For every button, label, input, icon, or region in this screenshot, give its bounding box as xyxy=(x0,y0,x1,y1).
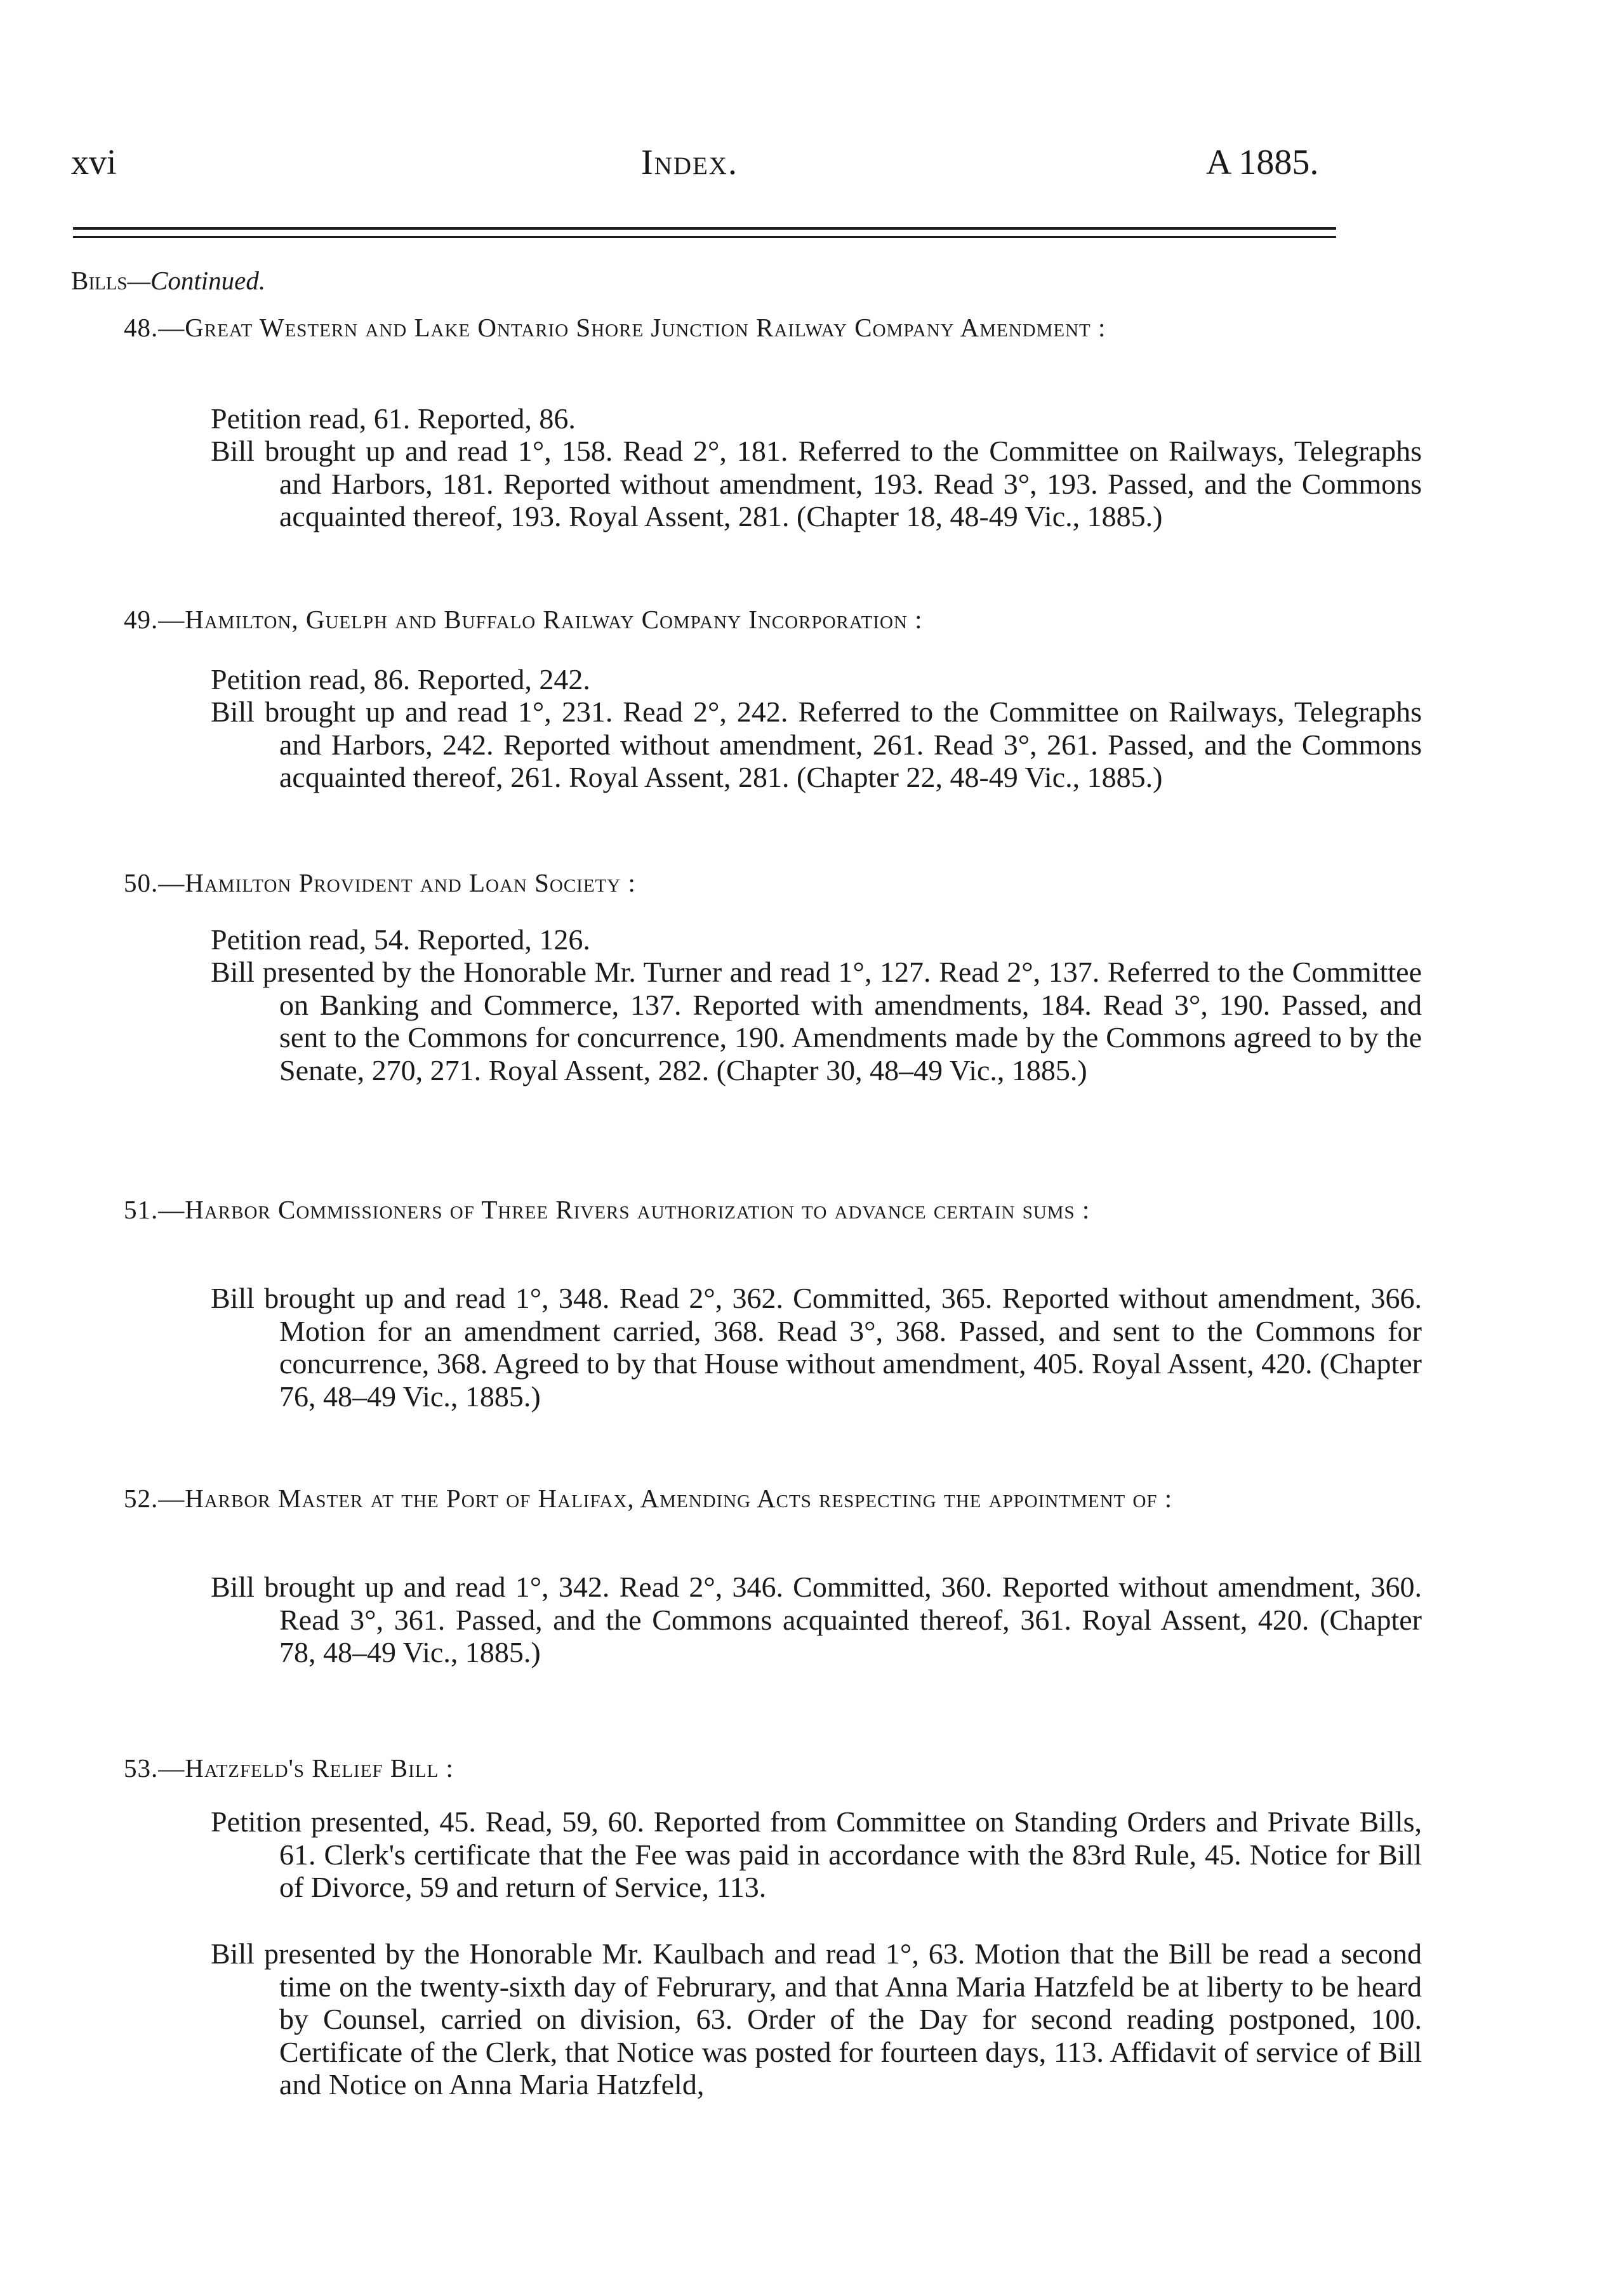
entry-title-53 xyxy=(124,1752,1444,1785)
entry-title-51 xyxy=(124,1193,1444,1226)
entry-number: 50. xyxy=(124,868,159,897)
entry-number: 52. xyxy=(124,1484,159,1513)
section-heading xyxy=(71,265,265,296)
entry-title-52 xyxy=(124,1482,1444,1515)
entry-heading: —Hamilton, Guelph and Buffalo Railway Company Incorporation : xyxy=(158,605,923,634)
entry-number: 49. xyxy=(124,605,159,634)
entry-49-paragraph-1: Petition read, 86. Reported, 242. xyxy=(211,663,590,696)
entry-title-50 xyxy=(124,866,1444,899)
entry-heading: —Great Western and Lake Ontario Shore Junction Railway Company Amendment : xyxy=(158,313,1106,342)
entry-50-paragraph-2: Bill presented by the Honorable Mr. Turner and read 1°, 127. Read 2°, 137. Referred to the Committee on Banking and Commerce, 137. Reported with amendments, 184. Read 3°, 190. Passed, and sent to the Commons for concurrence, 190. Amendments made by the Commons agreed to by the Senate, 270, 271. Royal Assent, 282. (Chapter 30, 48–49 Vic., 1885.) xyxy=(211,956,1422,1086)
header-rule-top xyxy=(73,227,1336,230)
entry-heading: —Harbor Master at the Port of Halifax, Amending Acts respecting the appointment of : xyxy=(158,1484,1173,1513)
entry-title-48 xyxy=(124,311,1444,344)
entry-number: 53. xyxy=(124,1753,159,1783)
entry-53-paragraph-2: Bill presented by the Honorable Mr. Kaulbach and read 1°, 63. Motion that the Bill be read a second time on the twenty-sixth day of Februrary, and that Anna Maria Hatzfeld be at liberty to be heard by Counsel, carried on division, 63. Order of the Day for second reading postponed, 100. Certificate of the Clerk, that Notice was posted for fourteen days, 113. Affidavit of service of Bill and Notice on Anna Maria Hatzfeld, xyxy=(211,1937,1422,2101)
page-title: Index. xyxy=(641,143,738,182)
entry-title-49 xyxy=(124,603,1444,636)
page-number: xvi xyxy=(71,143,117,182)
section-name: Bills xyxy=(71,266,128,295)
page-year: A 1885. xyxy=(1206,143,1319,182)
entry-heading: —Hamilton Provident and Loan Society : xyxy=(158,868,636,897)
entry-48-paragraph-1: Petition read, 61. Reported, 86. xyxy=(211,402,576,435)
section-continued: —Continued. xyxy=(127,266,266,295)
entry-heading: —Hatzfeld's Relief Bill : xyxy=(158,1753,454,1783)
entry-50-paragraph-1: Petition read, 54. Reported, 126. xyxy=(211,923,590,956)
entry-heading: —Harbor Commissioners of Three Rivers authorization to advance certain sums : xyxy=(158,1195,1091,1224)
entry-48-paragraph-2: Bill brought up and read 1°, 158. Read 2°, 181. Referred to the Committee on Railways, Telegraphs and Harbors, 181. Reported without amendment, 193. Read 3°, 193. Passed, and the Commons acquainted thereof, 193. Royal Assent, 281. (Chapter 18, 48-49 Vic., 1885.) xyxy=(211,435,1422,532)
entry-49-paragraph-2: Bill brought up and read 1°, 231. Read 2°, 242. Referred to the Committee on Railways, Telegraphs and Harbors, 242. Reported without amendment, 261. Read 3°, 261. Passed, and the Commons acquainted thereof, 261. Royal Assent, 281. (Chapter 22, 48-49 Vic., 1885.) xyxy=(211,696,1422,793)
entry-51-paragraph-1: Bill brought up and read 1°, 348. Read 2°, 362. Committed, 365. Reported without amendment, 366. Motion for an amendment carried, 368. Read 3°, 368. Passed, and sent to the Commons for concurrence, 368. Agreed to by that House without amendment, 405. Royal Assent, 420. (Chapter 76, 48–49 Vic., 1885.) xyxy=(211,1282,1422,1413)
entry-number: 51. xyxy=(124,1195,159,1224)
entry-52-paragraph-1: Bill brought up and read 1°, 342. Read 2°, 346. Committed, 360. Reported without amendment, 360. Read 3°, 361. Passed, and the Commons acquainted thereof, 361. Royal Assent, 420. (Chapter 78, 48–49 Vic., 1885.) xyxy=(211,1571,1422,1668)
header-rule-bottom xyxy=(73,236,1336,238)
entry-number: 48. xyxy=(124,313,159,342)
entry-53-paragraph-1: Petition presented, 45. Read, 59, 60. Reported from Committee on Standing Orders and Private Bills, 61. Clerk's certificate that the Fee was paid in accordance with the 83rd Rule, 45. Notice for Bill of Divorce, 59 and return of Service, 113. xyxy=(211,1805,1422,1903)
